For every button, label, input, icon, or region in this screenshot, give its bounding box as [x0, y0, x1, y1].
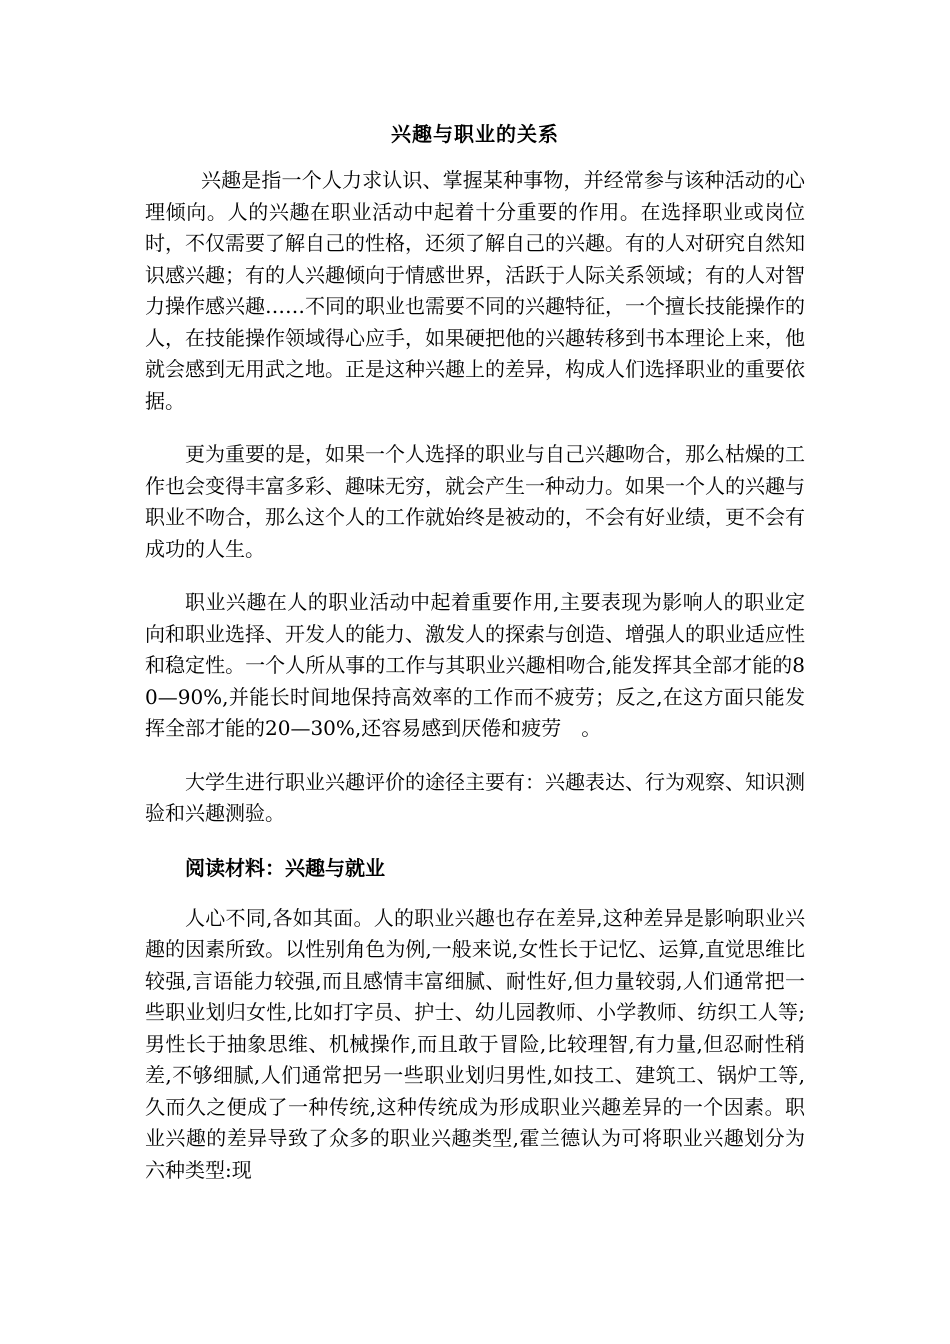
paragraph-reading-material: 人心不同,各如其面。人的职业兴趣也存在差异,这种差异是影响职业兴趣的因素所致。以性别角色为例,一般来说,女性长于记忆、运算,直觉思维比较强,言语能力较强,而且感情丰富细腻、耐性好,但力量较弱,人们通常把一些职业划归女性,比如打字员、护士、幼儿园教师、小学教师、纺织工人等;男性长于抽象思维、机械操作,而且敢于冒险,比较理智,有力量,但忍耐性稍差,不够细腻,人们通常把另一些职业划归男性,如技工、建筑工、锅炉工等,久而久之便成了一种传统,这种传统成为形成职业兴趣差异的一个因素。职业兴趣的差异导致了众多的职业兴趣类型,霍兰德认为可将职业兴趣划分为六种类型:现	[145, 905, 805, 1182]
paragraph-interest-role: 职业兴趣在人的职业活动中起着重要作用,主要表现为影响人的职业定向和职业选择、开发人的能力、激发人的探索与创造、增强人的职业适应性和稳定性。一个人所从事的工作与其职业兴趣相吻合,能发挥其全部才能的80—90%,并能长时间地保持高效率的工作而不疲劳；反之,在这方面只能发挥全部才能的20—30%,还容易感到厌倦和疲劳 。	[145, 590, 805, 740]
document-body	[145, 118, 805, 1186]
paragraph-evaluation-methods: 大学生进行职业兴趣评价的途径主要有：兴趣表达、行为观察、知识测验和兴趣测验。	[145, 769, 805, 825]
reading-material-heading: 阅读材料：兴趣与就业	[185, 855, 385, 880]
paragraph-interest-importance: 更为重要的是，如果一个人选择的职业与自己兴趣吻合，那么枯燥的工作也会变得丰富多彩、趣味无穷，就会产生一种动力。如果一个人的兴趣与职业不吻合，那么这个人的工作就始终是被动的，不会有好业绩，更不会有成功的人生。	[145, 442, 805, 561]
document-title: 兴趣与职业的关系	[391, 122, 559, 146]
paragraph-interest-definition: 兴趣是指一个人力求认识、掌握某种事物，并经常参与该种活动的心理倾向。人的兴趣在职业活动中起着十分重要的作用。在选择职业或岗位时，不仅需要了解自己的性格，还须了解自己的兴趣。有的人对研究自然知识感兴趣；有的人兴趣倾向于情感世界，活跃于人际关系领域；有的人对智力操作感兴趣……不同的职业也需要不同的兴趣特征，一个擅长技能操作的人，在技能操作领域得心应手，如果硬把他的兴趣转移到书本理论上来，他就会感到无用武之地。正是这种兴趣上的差异，构成人们选择职业的重要依据。	[145, 168, 805, 413]
